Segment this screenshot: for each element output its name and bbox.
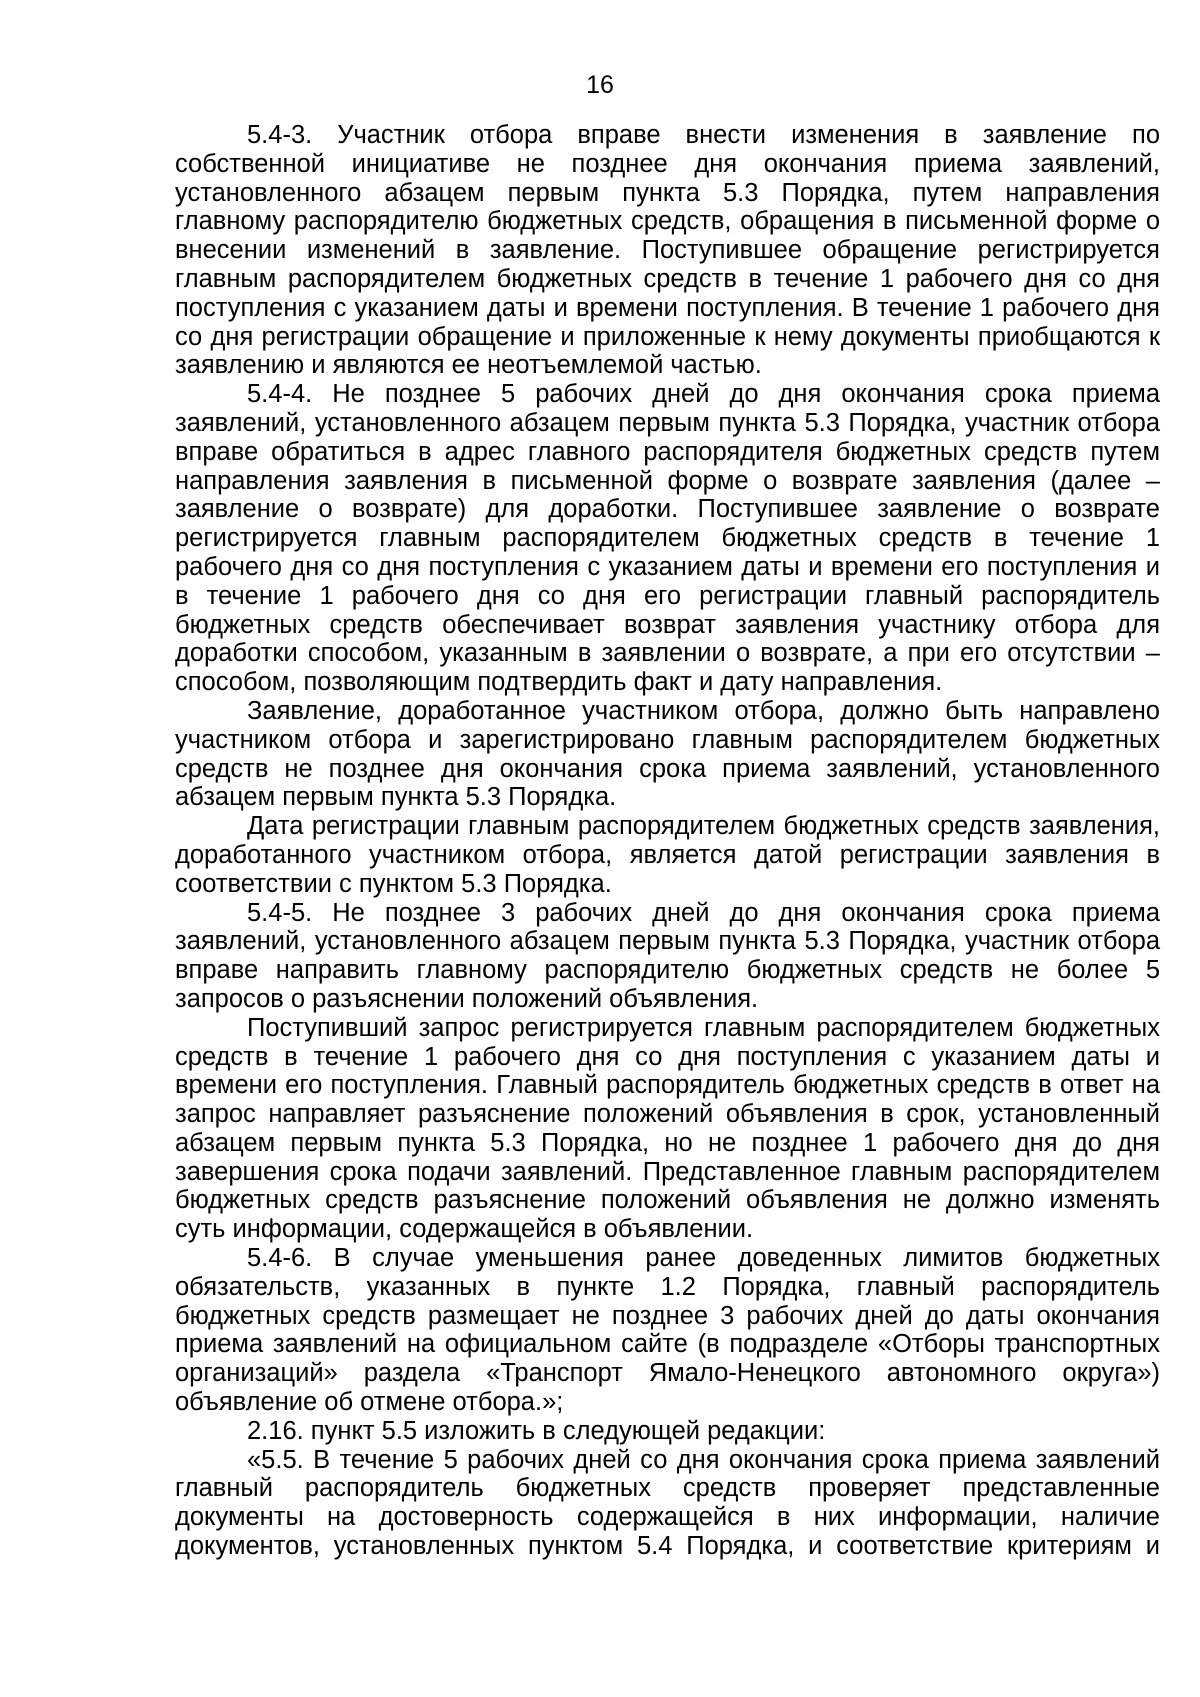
paragraph-5-5: «5.5. В течение 5 рабочих дней со дня окончания срока приема заявлений главный распорядитель бюджетных средств проверяет представленные документы на достоверность содержащейся в них информации, наличие документов, установленных пунктом 5.4 Порядка, и соответствие критериям и [175,1445,1160,1561]
paragraph-request-registration: Поступивший запрос регистрируется главным распорядителем бюджетных средств в течение 1 рабочего дня со дня поступления с указанием даты и времени его поступления. Главный распорядитель бюджетных средств в ответ на запрос направляет разъяснение положений объявления в срок, установленный абзацем первым пункта 5.3 Порядка, но не позднее 1 рабочего дня до дня завершения срока подачи заявлений. Представленное главным распорядителем бюджетных средств разъяснение положений объявления не должно изменять суть информации, содержащейся в объявлении. [175,1013,1160,1244]
paragraph-5-4-5: 5.4-5. Не позднее 3 рабочих дней до дня окончания срока приема заявлений, установленного абзацем первым пункта 5.3 Порядка, участник отбора вправе направить главному распорядителю бюджетных средств не более 5 запросов о разъяснении положений объявления. [175,898,1160,1013]
paragraph-5-4-3: 5.4-3. Участник отбора вправе внести изменения в заявление по собственной инициативе не позднее дня окончания приема заявлений, установленного абзацем первым пункта 5.3 Порядка, путем направления главному распорядителю бюджетных средств, обращения в письменной форме о внесении изменений в заявление. Поступившее обращение регистрируется главным распорядителем бюджетных средств в течение 1 рабочего дня со дня поступления с указанием даты и времени поступления. В течение 1 рабочего дня со дня регистрации обращение и приложенные к нему документы приобщаются к заявлению и являются ее неотъемлемой частью. [175,121,1160,380]
paragraph-5-4-4: 5.4-4. Не позднее 5 рабочих дней до дня окончания срока приема заявлений, установленного абзацем первым пункта 5.3 Порядка, участник отбора вправе обратиться в адрес главного распорядителя бюджетных средств путем направления заявления в письменной форме о возврате заявления (далее – заявление о возврате) для доработки. Поступившее заявление о возврате регистрируется главным распорядителем бюджетных средств в течение 1 рабочего дня со дня поступления с указанием даты и времени его поступления и в течение 1 рабочего дня со дня его регистрации главный распорядитель бюджетных средств обеспечивает возврат заявления участнику отбора для доработки способом, указанным в заявлении о возврате, а при его отсутствии – способом, позволяющим подтвердить факт и дату направления. [175,380,1160,697]
paragraph-revised-application: Заявление, доработанное участником отбора, должно быть направлено участником отбора и зарегистрировано главным распорядителем бюджетных средств не позднее дня окончания срока приема заявлений, установленного абзацем первым пункта 5.3 Порядка. [175,696,1160,812]
paragraph-2-16: 2.16. пункт 5.5 изложить в следующей редакции: [247,1416,826,1445]
paragraph-registration-date: Дата регистрации главным распорядителем бюджетных средств заявления, доработанного участником отбора, является датой регистрации заявления в соответствии с пунктом 5.3 Порядка. [175,812,1160,898]
paragraph-5-4-6: 5.4-6. В случае уменьшения ранее доведенных лимитов бюджетных обязательств, указанных в пункте 1.2 Порядка, главный распорядитель бюджетных средств размещает не позднее 3 рабочих дней до даты окончания приема заявлений на официальном сайте (в подразделе «Отборы транспортных организаций» раздела «Транспорт Ямало-Ненецкого автономного округа») объявление об отмене отбора.»; [175,1244,1160,1417]
document-body [175,121,1160,1561]
page-number: 16 [586,71,614,99]
